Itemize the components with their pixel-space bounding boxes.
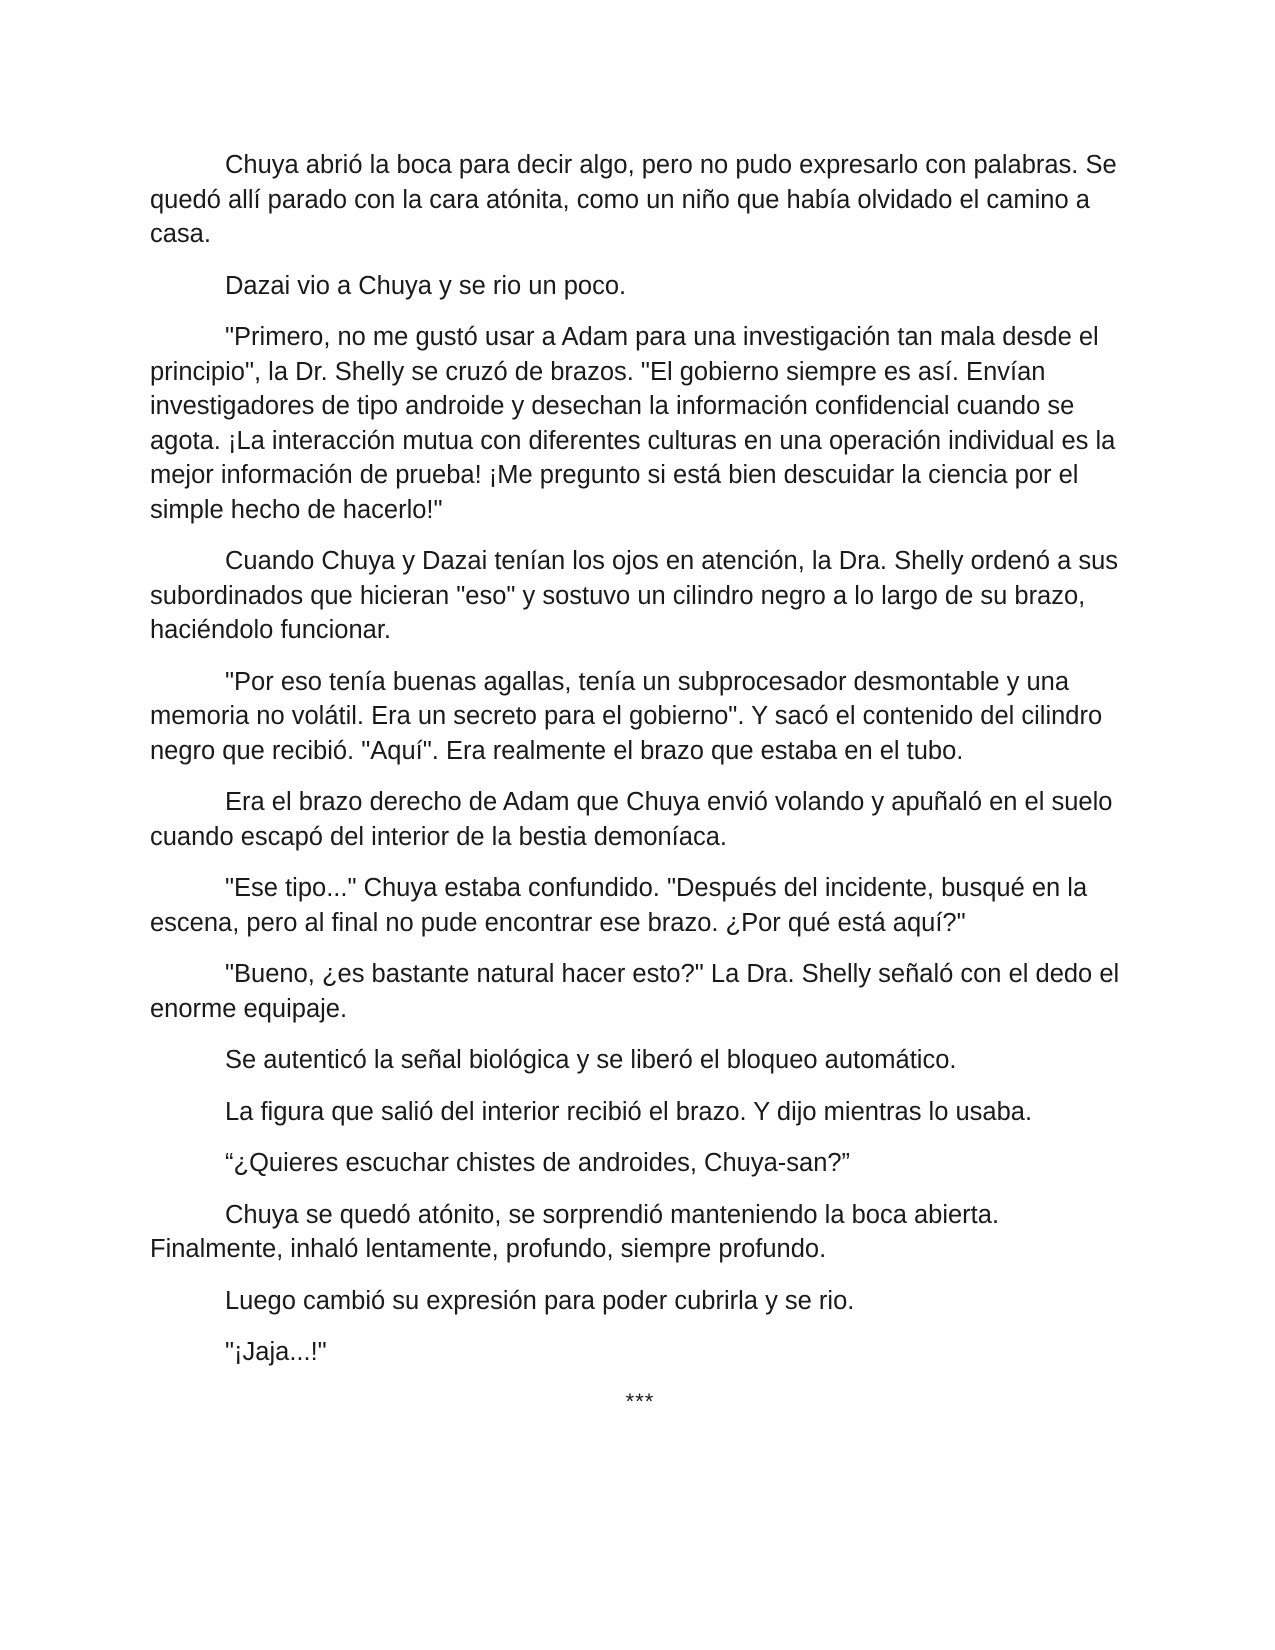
scene-separator: *** <box>625 1388 655 1414</box>
paragraph: Chuya abrió la boca para decir algo, pero no pudo expresarlo con palabras. Se quedó allí parado con la cara atónita, como un niño que había olvidado el camino a casa. <box>150 151 1117 248</box>
paragraph: La figura que salió del interior recibió el brazo. Y dijo mientras lo usaba. <box>225 1097 1033 1126</box>
paragraph: "Bueno, ¿es bastante natural hacer esto?" La Dra. Shelly señaló con el dedo el enorme equipaje. <box>150 960 1120 1023</box>
paragraph: "Primero, no me gustó usar a Adam para una investigación tan mala desde el principio", la Dr. Shelly se cruzó de brazos. "El gobierno siempre es así. Envían investigadores de tipo androide y desechan la información confidencial cuando se agota. ¡La interacción mutua con diferentes culturas en una operación individual es la mejor información de prueba! ¡Me pregunto si está bien descuidar la ciencia por el simple hecho de hacerlo!" <box>150 323 1116 524</box>
paragraph: "Ese tipo..." Chuya estaba confundido. "Después del incidente, busqué en la escena, pero al final no pude encontrar ese brazo. ¿Por qué está aquí?" <box>150 874 1088 937</box>
paragraph: Se autenticó la señal biológica y se liberó el bloqueo automático. <box>225 1046 957 1074</box>
paragraph: Era el brazo derecho de Adam que Chuya envió volando y apuñaló en el suelo cuando escapó del interior de la bestia demoníaca. <box>150 788 1113 851</box>
paragraph: Cuando Chuya y Dazai tenían los ojos en atención, la Dra. Shelly ordenó a sus subordinados que hicieran "eso" y sostuvo un cilindro negro a lo largo de su brazo, haciéndolo funcionar. <box>150 547 1119 644</box>
document-page <box>150 148 1130 1417</box>
paragraph: "¡Jaja...!" <box>225 1338 327 1366</box>
paragraph: “¿Quieres escuchar chistes de androides, Chuya-san?” <box>225 1149 851 1177</box>
paragraph: Luego cambió su expresión para poder cubrirla y se rio. <box>225 1286 855 1315</box>
paragraph: Chuya se quedó atónito, se sorprendió manteniendo la boca abierta. Finalmente, inhaló lentamente, profundo, siempre profundo. <box>150 1200 1000 1263</box>
paragraph: Dazai vio a Chuya y se rio un poco. <box>225 271 627 300</box>
paragraph: "Por eso tenía buenas agallas, tenía un subprocesador desmontable y una memoria no volátil. Era un secreto para el gobierno". Y sacó el contenido del cilindro negro que recibió. "Aquí". Era realmente el brazo que estaba en el tubo. <box>150 667 1103 765</box>
